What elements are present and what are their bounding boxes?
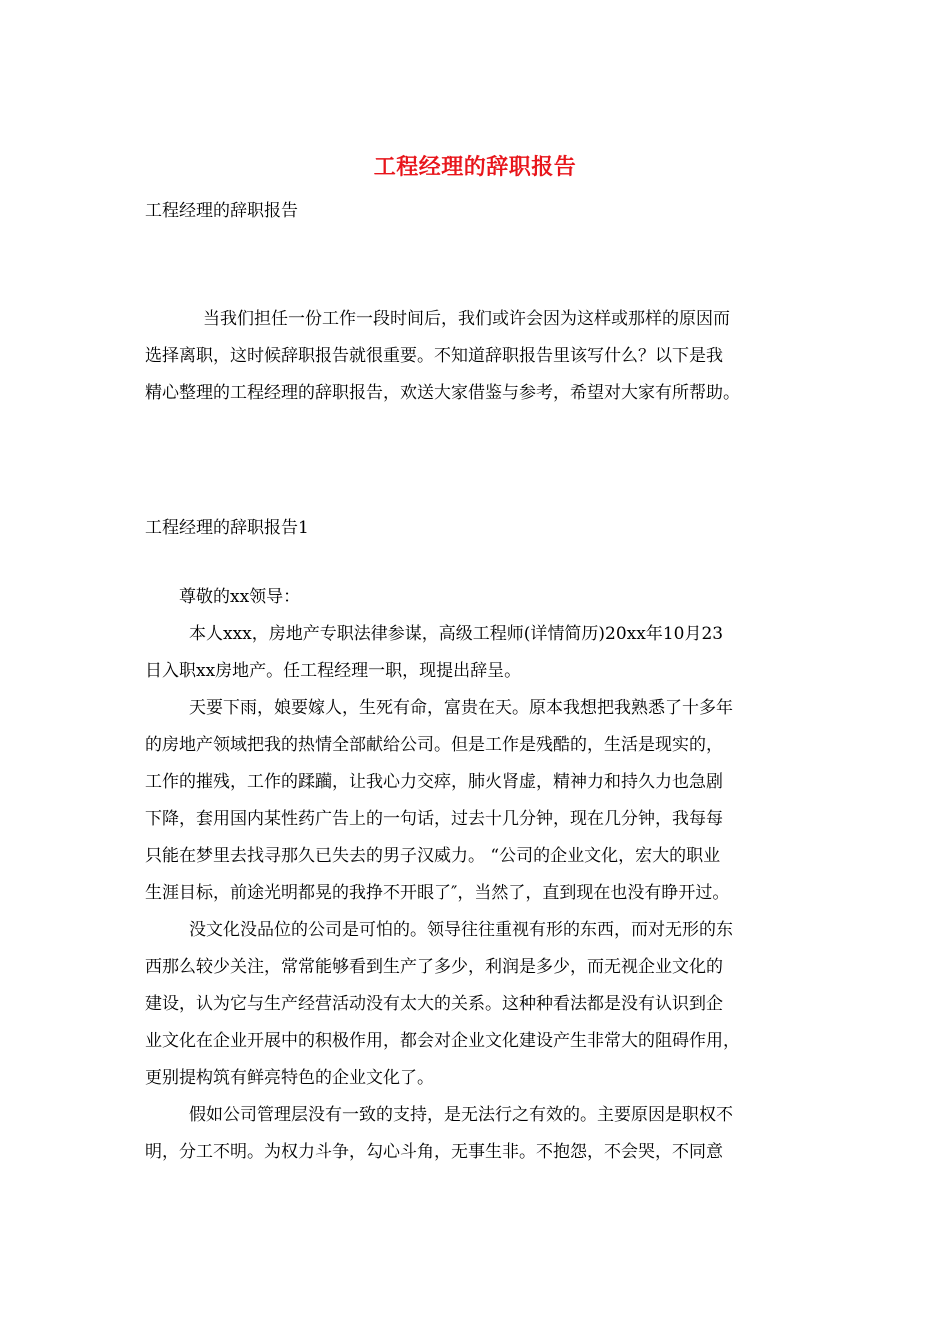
letter-line: 没文化没品位的公司是可怕的。领导往往重视有形的东西，而对无形的东: [189, 920, 733, 940]
letter-line: 日入职xx房地产。任工程经理一职，现提出辞呈。: [145, 661, 522, 681]
letter-line: 明，分工不明。为权力斗争，勾心斗角，无事生非。不抱怨，不会哭，不同意: [145, 1142, 723, 1162]
document-subtitle: 工程经理的辞职报告: [145, 201, 298, 221]
letter-line: 天要下雨，娘要嫁人，生死有命，富贵在天。原本我想把我熟悉了十多年: [189, 698, 733, 718]
letter-line: 建设，认为它与生产经营活动没有太大的关系。这种种看法都是没有认识到企: [145, 994, 723, 1014]
letter-line: 业文化在企业开展中的积极作用，都会对企业文化建设产生非常大的阻碍作用，: [145, 1031, 740, 1051]
letter-line: 假如公司管理层没有一致的支持，是无法行之有效的。主要原因是职权不: [189, 1105, 733, 1125]
intro-line: 当我们担任一份工作一段时间后，我们或许会因为这样或那样的原因而: [203, 309, 730, 329]
letter-line: 西那么较少关注，常常能够看到生产了多少，利润是多少，而无视企业文化的: [145, 957, 723, 977]
letter-body: [145, 579, 815, 1171]
document-title: 工程经理的辞职报告: [373, 154, 577, 180]
intro-line: 精心整理的工程经理的辞职报告，欢送大家借鉴与参考，希望对大家有所帮助。: [145, 383, 740, 403]
intro-paragraph: [145, 301, 815, 412]
letter-line: 的房地产领域把我的热情全部献给公司。但是工作是残酷的，生活是现实的，: [145, 735, 723, 755]
section-title: 工程经理的辞职报告1: [145, 518, 309, 538]
letter-line: 本人xxx，房地产专职法律参谋，高级工程师(详情简历)20xx年10月23: [189, 624, 724, 644]
intro-line: 选择离职，这时候辞职报告就很重要。不知道辞职报告里该写什么？以下是我: [145, 346, 723, 366]
letter-line: 只能在梦里去找寻那久已失去的男子汉威力。 “公司的企业文化，宏大的职业: [145, 846, 721, 866]
letter-line: 下降，套用国内某性药广告上的一句话，过去十几分钟，现在几分钟，我每每: [145, 809, 723, 829]
letter-line: 更别提构筑有鲜亮特色的企业文化了。: [145, 1068, 434, 1088]
letter-salutation: 尊敬的xx领导：: [179, 587, 301, 607]
letter-line: 生涯目标，前途光明都晃的我挣不开眼了″，当然了，直到现在也没有睁开过。: [145, 883, 730, 903]
letter-line: 工作的摧残，工作的蹂躏，让我心力交瘁，肺火肾虚，精神力和持久力也急剧: [145, 772, 723, 792]
